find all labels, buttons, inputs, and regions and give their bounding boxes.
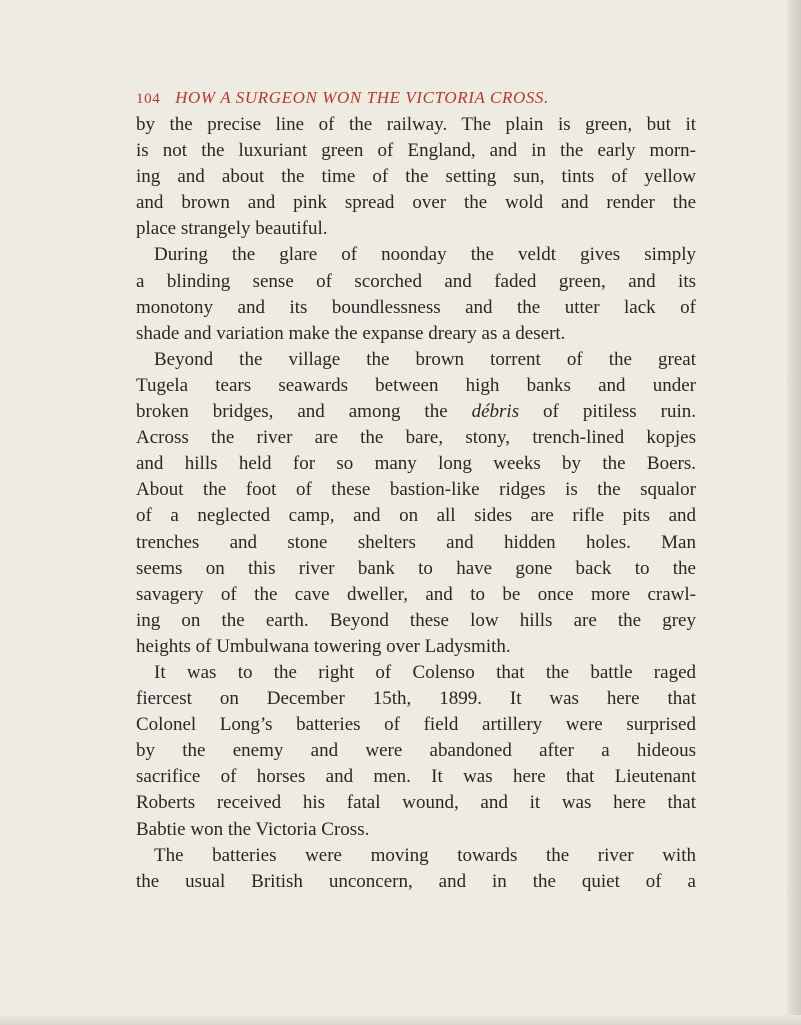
text-line: of a neglected camp, and on all sides are rifle pits and: [136, 505, 696, 527]
running-head-title: HOW A SURGEON WON THE VICTORIA CROSS.: [175, 88, 549, 107]
text-line: fiercest on December 15th, 1899. It was here that: [136, 688, 696, 710]
text-line: savagery of the cave dweller, and to be once more crawl-: [136, 583, 696, 605]
text-line: The batteries were moving towards the river with: [154, 844, 696, 866]
page-number: 104: [136, 91, 161, 107]
text-line: trenches and stone shelters and hidden holes. Man: [136, 531, 696, 553]
text-line: Colonel Long’s batteries of field artillery were surprised: [136, 714, 696, 736]
text-line: heights of Umbulwana towering over Ladysmith.: [136, 635, 511, 657]
text-line: ing and about the time of the setting sun, tints of yellow: [136, 166, 696, 188]
text-line: sacrifice of horses and men. It was here that Lieutenant: [136, 766, 696, 788]
text-line: Across the river are the bare, stony, trench-lined kopjes: [136, 427, 696, 449]
text-line: During the glare of noonday the veldt gives simply: [154, 244, 696, 266]
text-line: by the enemy and were abandoned after a hideous: [136, 740, 696, 762]
text-line: Beyond the village the brown torrent of the great: [154, 348, 696, 370]
text-line: is not the luxuriant green of England, and in the early morn-: [136, 140, 696, 162]
text-line: seems on this river bank to have gone back to the: [136, 557, 696, 579]
running-head: [136, 88, 696, 108]
text-line: a blinding sense of scorched and faded green, and its: [136, 270, 696, 292]
text-line: broken bridges, and among the débris of pitiless ruin.: [136, 401, 696, 423]
text-line: Tugela tears seawards between high banks and under: [136, 374, 696, 396]
page-edge-shadow: [787, 0, 801, 1025]
text-line: Babtie won the Victoria Cross.: [136, 818, 370, 840]
text-line: shade and variation make the expanse dreary as a desert.: [136, 322, 566, 344]
body-text: [136, 112, 696, 895]
italic-word: débris: [471, 401, 520, 423]
text-line: ing on the earth. Beyond these low hills are the grey: [136, 609, 696, 631]
text-line: It was to the right of Colenso that the battle raged: [154, 661, 696, 683]
text-line: the usual British unconcern, and in the quiet of a: [136, 870, 696, 892]
page-bottom-edge: [0, 1015, 801, 1025]
text-line: place strangely beautiful.: [136, 218, 328, 240]
text-line: and brown and pink spread over the wold and render the: [136, 192, 696, 214]
text-line: About the foot of these bastion-like ridges is the squalor: [136, 479, 696, 501]
text-line: Roberts received his fatal wound, and it was here that: [136, 792, 696, 814]
text-line: by the precise line of the railway. The plain is green, but it: [136, 114, 696, 135]
text-line: and hills held for so many long weeks by the Boers.: [136, 453, 696, 475]
text-line: monotony and its boundlessness and the utter lack of: [136, 296, 696, 318]
